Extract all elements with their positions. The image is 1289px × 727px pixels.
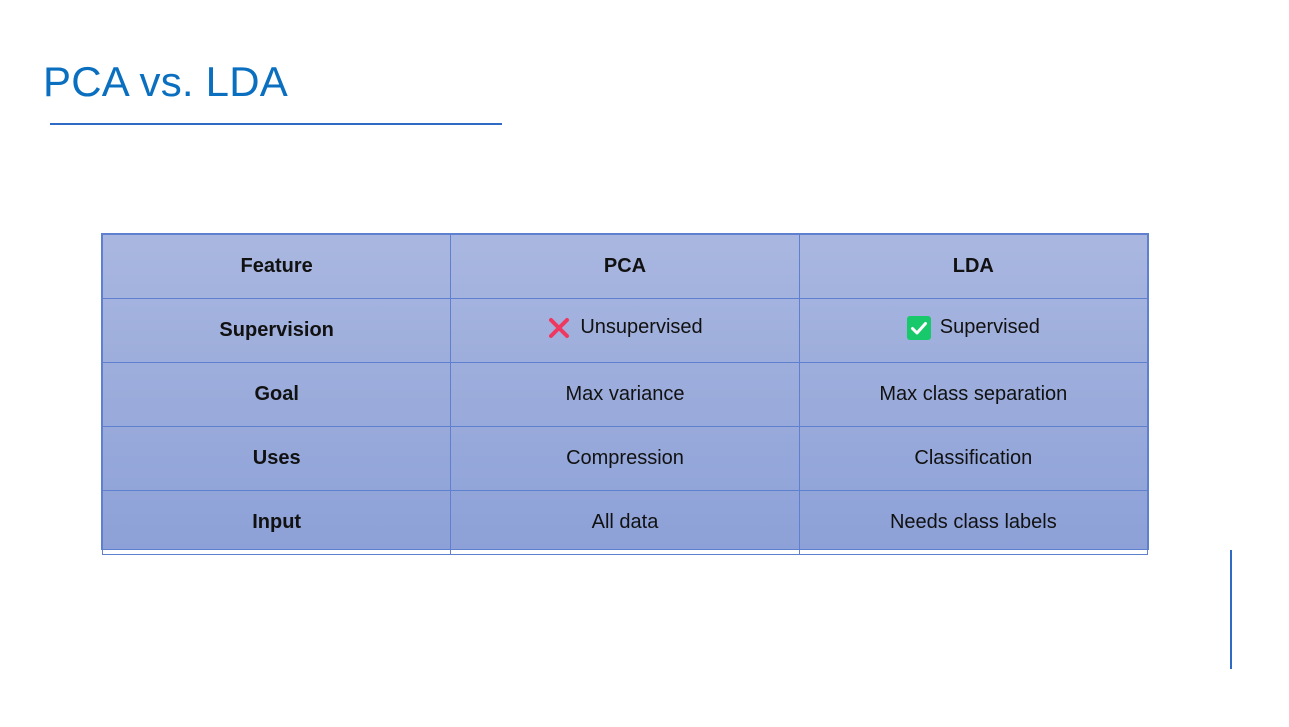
decorative-vertical-line	[1230, 550, 1232, 669]
pca-value: All data	[451, 491, 799, 555]
table-row	[103, 491, 1148, 555]
table-row	[103, 427, 1148, 491]
pca-value: Unsupervised	[580, 316, 703, 338]
check-mark-icon	[907, 316, 931, 340]
header-lda: LDA	[799, 235, 1147, 299]
row-label: Input	[103, 491, 451, 555]
cross-mark-icon	[547, 316, 571, 340]
table-row	[103, 299, 1148, 363]
lda-value: Max class separation	[799, 363, 1147, 427]
lda-value: Supervised	[939, 316, 1040, 338]
title-underline	[50, 123, 502, 125]
header-feature: Feature	[103, 235, 451, 299]
table-header-row	[103, 235, 1148, 299]
comparison-table	[101, 233, 1149, 550]
slide-title: PCA vs. LDA	[43, 58, 288, 105]
lda-value: Needs class labels	[799, 491, 1147, 555]
header-pca: PCA	[451, 235, 799, 299]
lda-value: Classification	[799, 427, 1147, 491]
pca-cell	[451, 299, 799, 363]
pca-value: Max variance	[451, 363, 799, 427]
row-label: Uses	[103, 427, 451, 491]
table-row	[103, 363, 1148, 427]
row-label: Supervision	[103, 299, 451, 363]
lda-cell	[799, 299, 1147, 363]
row-label: Goal	[103, 363, 451, 427]
pca-value: Compression	[451, 427, 799, 491]
